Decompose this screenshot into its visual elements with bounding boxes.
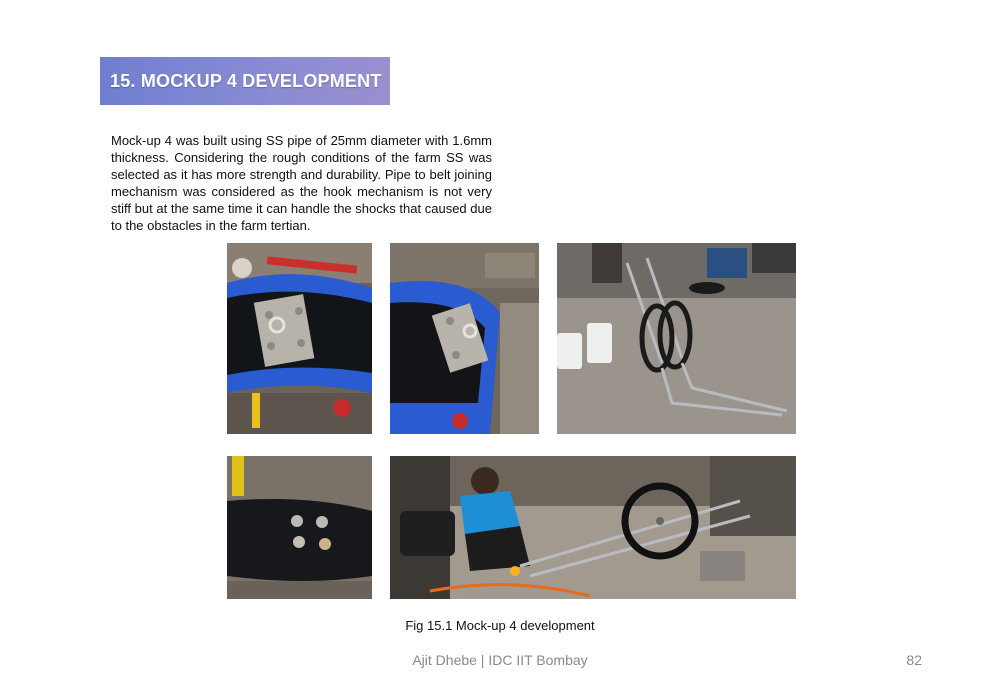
photo-belt-rivets (227, 456, 372, 599)
section-title: 15. MOCKUP 4 DEVELOPMENT (110, 70, 382, 91)
photo-belt-plate-side (390, 243, 539, 434)
footer-author: Ajit Dhebe | IDC IIT Bombay (412, 652, 588, 668)
section-title-banner (100, 57, 390, 105)
photo-trolley-frame (557, 243, 796, 434)
page-number: 82 (906, 652, 922, 668)
figure-caption: Fig 15.1 Mock-up 4 development (405, 618, 595, 633)
photo-welding-frame (390, 456, 796, 599)
photo-belt-hook-plate (227, 243, 372, 434)
body-paragraph: Mock-up 4 was built using SS pipe of 25mm diameter with 1.6mm thickness. Considering the rough conditions of the farm SS was selected as it has more strength and durability. Pipe to belt joining mechanism was considered as the hook mechanism is not very stiff but at the same time it can handle the shocks that caused due to the obstacles in the farm tertian. (111, 133, 492, 233)
